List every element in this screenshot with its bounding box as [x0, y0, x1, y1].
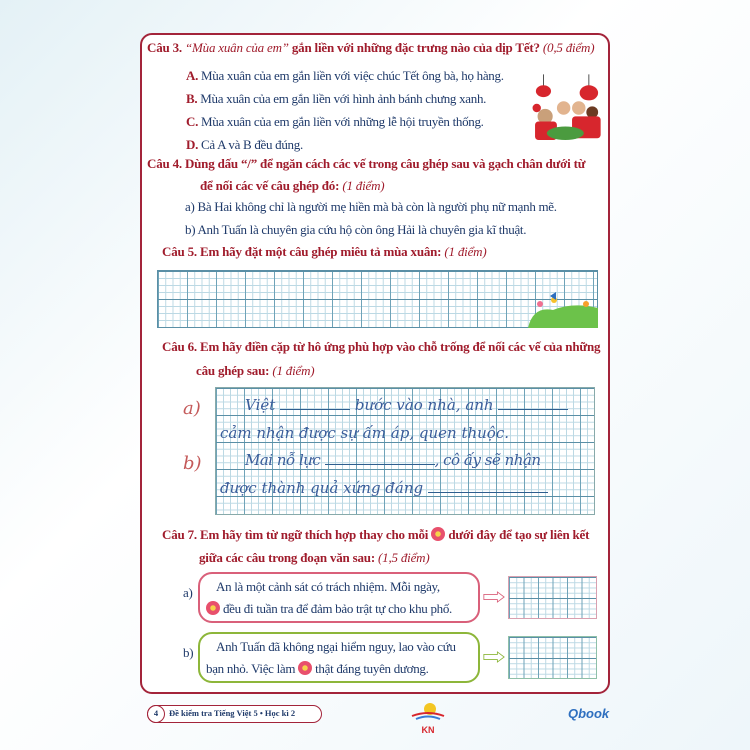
question-6-title-cont: câu ghép sau: (1 điểm): [196, 363, 315, 378]
answer-grid-b[interactable]: [508, 636, 597, 679]
paragraph-a-box: [198, 572, 480, 623]
blank-b2[interactable]: [428, 492, 548, 493]
paragraph-b-box: [198, 632, 480, 683]
question-7-title-cont: giữa các câu trong đoạn văn sau: (1,5 điểm): [199, 550, 430, 565]
answer-grid-a[interactable]: [508, 576, 597, 619]
sentence-a-line1: Việt bước vào nhà, anh: [245, 396, 568, 414]
sentence-a: a) Bà Hai không chỉ là người mẹ hiền mà bà còn là người phụ nữ mạnh mẽ.: [185, 199, 557, 214]
qbook-logo: Qbook: [568, 706, 610, 721]
option-a: A. Mùa xuân của em gắn liền với việc chúc Tết ông bà, họ hàng.: [186, 68, 504, 83]
question-7-title: Câu 7. Em hãy tìm từ ngữ thích hợp thay cho mỗi dưới đây để tạo sự liên kết: [162, 527, 590, 542]
blank-a2[interactable]: [498, 409, 568, 410]
item-a-label: a): [183, 398, 201, 419]
arrow-right-icon: [483, 590, 505, 604]
question-5-title: Câu 5. Em hãy đặt một câu ghép miêu tả mùa xuân: (1 điểm): [162, 244, 487, 259]
paragraph-b-line1: Anh Tuấn đã không ngại hiểm nguy, lao vào cứu: [216, 639, 456, 654]
option-c: C. Mùa xuân của em gắn liền với những lễ hội truyền thống.: [186, 114, 484, 129]
sentence-b-line2: được thành quả xứng đáng: [220, 479, 548, 497]
blank-b1[interactable]: [325, 464, 435, 465]
page-number: 4: [147, 705, 165, 723]
flower-icon: [298, 661, 312, 675]
sentence-b-line1: Mai nỗ lực , cô ấy sẽ nhận: [245, 451, 541, 469]
paragraph-a-line2: đều đi tuần tra để đảm bảo trật tự cho khu phố.: [222, 601, 453, 616]
question-3-title: Câu 3. “Mùa xuân của em” gắn liền với những đặc trưng nào của dịp Tết? (0,5 điểm): [147, 40, 595, 55]
paragraph-b-line2: bạn nhỏ. Việc làm thật đáng tuyên dương.: [206, 661, 429, 676]
flower-icon: [431, 527, 445, 541]
item-b-label: b): [183, 453, 202, 474]
blank-a1[interactable]: [280, 409, 350, 410]
question-6-title: Câu 6. Em hãy điền cặp từ hô ứng phù hợp vào chỗ trống để nối các vế của những: [162, 339, 601, 354]
option-d: D. Cả A và B đều đúng.: [186, 137, 303, 152]
question-4-title-cont: để nối các vế câu ghép đó: (1 điểm): [200, 178, 385, 193]
option-b: B. Mùa xuân của em gắn liền với hình ảnh bánh chưng xanh.: [186, 91, 487, 106]
flower-meadow-decoration: [528, 292, 598, 328]
flower-icon: [206, 601, 220, 615]
sentence-a-line2: cảm nhận được sự ấm áp, quen thuộc.: [220, 424, 509, 442]
item-a-label: a): [183, 585, 193, 600]
arrow-right-icon: [483, 650, 505, 664]
item-b-label: b): [183, 645, 194, 660]
publisher-logo: KN: [408, 700, 448, 734]
question-4-title: Câu 4. Dùng dấu “/” để ngăn cách các vế trong câu ghép sau và gạch chân dưới từ: [147, 156, 586, 171]
sentence-b: b) Anh Tuấn là chuyên gia cứu hộ còn ông Hải là chuyên gia kĩ thuật.: [185, 222, 527, 237]
tet-family-illustration: [530, 70, 604, 146]
footer-book-title: 4 Đề kiểm tra Tiếng Việt 5 • Học kì 2: [147, 705, 322, 723]
paragraph-a-line1: An là một cảnh sát có trách nhiệm. Mỗi ngày,: [216, 579, 440, 594]
